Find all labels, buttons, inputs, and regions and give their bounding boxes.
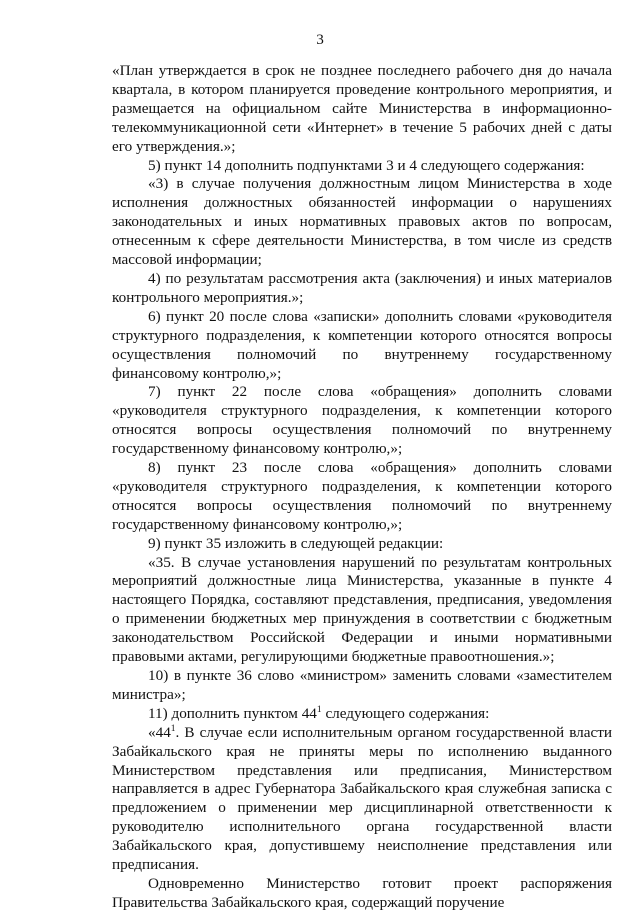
paragraph-item-8: 8) пункт 23 после слова «обращения» дополнить словами «руководителя структурного подразделения, к компетенции которого относятся вопросы осуществления полномочий по внутреннему государственному финансовому контролю,»; bbox=[112, 459, 612, 533]
paragraph-item-7: 7) пункт 22 после слова «обращения» дополнить словами «руководителя структурного подразделения, к компетенции которого относятся вопросы осуществления полномочий по внутреннему государственному финансовому контролю,»; bbox=[112, 383, 612, 458]
paragraph-clause-44-1 bbox=[112, 724, 612, 875]
paragraph-plan-approval: «План утверждается в срок не позднее последнего рабочего дня до начала квартала, в котором планируется проведение контрольного мероприятия, и размещается на официальном сайте Министерства в информационно-телекоммуникационной сети «Интернет» в течение 5 рабочих дней с даты его утверждения.»; bbox=[112, 62, 612, 155]
paragraph-simultaneously: Одновременно Министерство готовит проект распоряжения Правительства Забайкальского края, содержащий поручение bbox=[112, 874, 612, 911]
paragraph-item-6: 6) пункт 20 после слова «записки» дополнить словами «руководителя структурного подразделения, к компетенции которого относятся вопросы осуществления полномочий по внутреннему государственному финансовому контролю,»; bbox=[112, 307, 612, 382]
paragraph-clause-35: «35. В случае установления нарушений по результатам контрольных мероприятий должностные лица Министерства, указанные в пункте 4 настоящего Порядка, составляют представления, предписания, уведомления о применении бюджетных мер принуждения в соответствии с бюджетным законодательством Российской Федерации и иными нормативными правовыми актами, регулирующими бюджетные правоотношения.»; bbox=[112, 553, 612, 666]
clause-44-number: «44 bbox=[148, 723, 171, 741]
paragraph-item-11-text: 11) дополнить пунктом 44 bbox=[148, 704, 317, 722]
paragraph-item-11-text-end: следующего содержания: bbox=[321, 704, 490, 722]
paragraph-item-11 bbox=[112, 705, 612, 724]
paragraph-subitem-4: 4) по результатам рассмотрения акта (заключения) и иных материалов контрольного мероприятия.»; bbox=[112, 269, 612, 306]
paragraph-item-5: 5) пункт 14 дополнить подпунктами 3 и 4 следующего содержания: bbox=[148, 156, 585, 174]
superscript-marker: 1 bbox=[316, 704, 322, 715]
paragraph-item-9: 9) пункт 35 изложить в следующей редакции: bbox=[148, 534, 444, 552]
superscript-marker: 1 bbox=[170, 723, 176, 734]
paragraph-subitem-3: «3) в случае получения должностным лицом Министерства в ходе исполнения должностных обязанностей информации о нарушениях законодательных и иных нормативных правовых актов по вопросам, отнесенным к сфере деятельности Министерства, в том числе из средств массовой информации; bbox=[112, 175, 612, 269]
document-body bbox=[112, 62, 612, 913]
page-number: 3 bbox=[316, 31, 324, 48]
clause-44-text: . В случае если исполнительным органом государственной власти Забайкальского края не приняты меры по исполнению выданного Министерством представления или предписания, Министерством направляется в адрес Губернатора Забайкальского края служебная записка с предложением о применении мер дисциплинарной ответственности к руководителю исполнительного органа государственной власти Забайкальского края, допустившему неисполнение представления или предписания. bbox=[112, 723, 612, 874]
paragraph-item-10: 10) в пункте 36 слово «министром» заменить словами «заместителем министра»; bbox=[112, 667, 612, 703]
